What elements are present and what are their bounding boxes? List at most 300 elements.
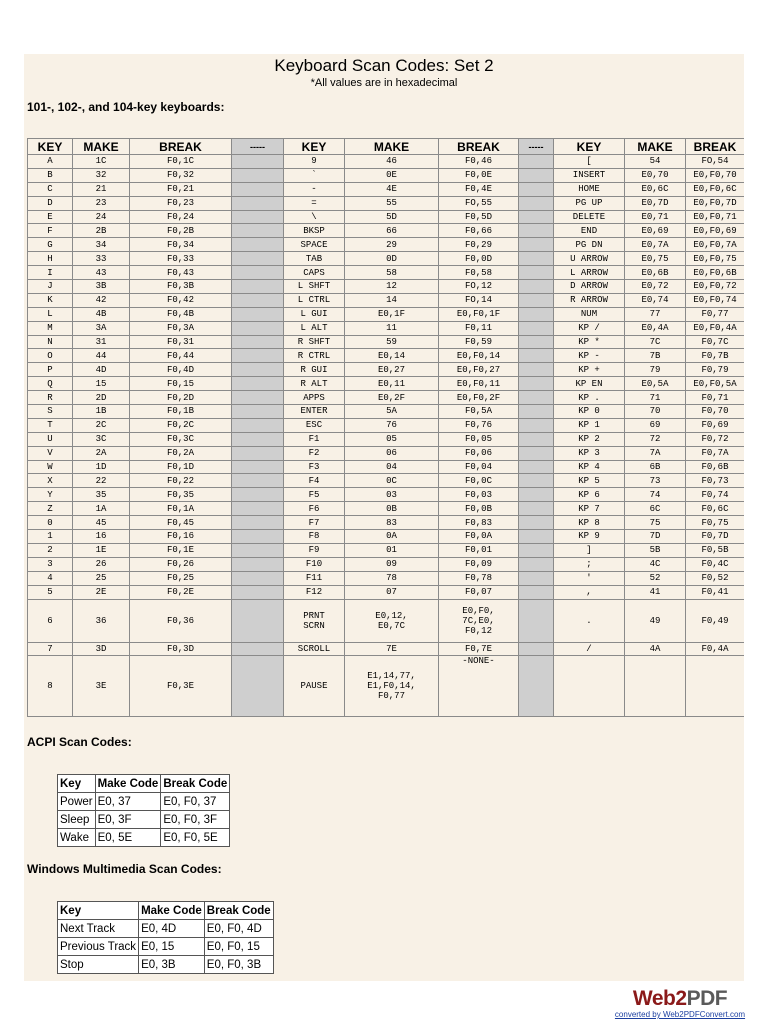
break-cell: F0,34 <box>130 238 232 252</box>
separator-cell <box>519 155 554 169</box>
make-cell: 3C <box>73 432 130 446</box>
separator-cell <box>519 502 554 516</box>
make-cell: 36 <box>73 599 130 642</box>
break-cell: F0,3B <box>130 280 232 294</box>
column-header: MAKE <box>73 139 130 155</box>
key-cell: 9 <box>284 155 345 169</box>
key-cell: M <box>28 321 73 335</box>
break-cell: F0,3D <box>130 642 232 656</box>
key-cell: L <box>28 307 73 321</box>
make-cell: 45 <box>73 516 130 530</box>
separator-cell <box>519 474 554 488</box>
make-cell: 0D <box>345 252 439 266</box>
break-cell: F0,83 <box>439 516 519 530</box>
break-cell: F0,6B <box>686 460 745 474</box>
column-header: MAKE <box>345 139 439 155</box>
make-cell: E0,6C <box>625 182 686 196</box>
table-row <box>28 502 745 516</box>
break-cell: F0,1C <box>130 155 232 169</box>
separator-cell <box>232 363 284 377</box>
make-cell: 41 <box>625 585 686 599</box>
table-row <box>58 829 230 847</box>
key-cell: F10 <box>284 557 345 571</box>
key-cell: E <box>28 210 73 224</box>
separator-cell <box>232 543 284 557</box>
table-row <box>28 446 745 460</box>
column-header: Key <box>58 902 139 920</box>
key-cell: KP 2 <box>554 432 625 446</box>
key-cell: KP 6 <box>554 488 625 502</box>
key-cell: END <box>554 224 625 238</box>
converted-by-link[interactable]: converted by Web2PDFConvert.com <box>614 1010 746 1019</box>
table-row <box>28 516 745 530</box>
table-row <box>28 405 745 419</box>
key-cell: L ALT <box>284 321 345 335</box>
key-cell: 2 <box>28 543 73 557</box>
separator-cell <box>232 642 284 656</box>
break-cell: F0,2E <box>130 585 232 599</box>
key-cell: 6 <box>28 599 73 642</box>
table-row <box>28 599 745 642</box>
separator-cell <box>519 530 554 544</box>
key-cell: F7 <box>284 516 345 530</box>
break-cell: F0,4D <box>130 363 232 377</box>
key-cell: PG UP <box>554 196 625 210</box>
key-cell: L CTRL <box>284 293 345 307</box>
break-cell: F0,46 <box>439 155 519 169</box>
separator-cell <box>519 391 554 405</box>
key-cell: Sleep <box>58 811 96 829</box>
key-cell: U <box>28 432 73 446</box>
break-cell: F0,01 <box>439 543 519 557</box>
key-cell: ' <box>554 571 625 585</box>
make-cell: 76 <box>345 418 439 432</box>
make-cell: 0C <box>345 474 439 488</box>
break-cell: F0,66 <box>439 224 519 238</box>
separator-cell <box>232 474 284 488</box>
key-cell: Q <box>28 377 73 391</box>
separator-cell <box>519 196 554 210</box>
make-cell: 0A <box>345 530 439 544</box>
make-cell: 4B <box>73 307 130 321</box>
key-cell: 1 <box>28 530 73 544</box>
break-cell: F0,1B <box>130 405 232 419</box>
break-cell: F0,59 <box>439 335 519 349</box>
make-cell: E0,7D <box>625 196 686 210</box>
table-row <box>28 432 745 446</box>
table-row <box>28 238 745 252</box>
make-cell: 71 <box>625 391 686 405</box>
make-cell: 1A <box>73 502 130 516</box>
make-cell: E0,72 <box>625 280 686 294</box>
separator-cell <box>232 280 284 294</box>
break-cell: F0,41 <box>686 585 745 599</box>
make-cell: 3A <box>73 321 130 335</box>
key-cell: O <box>28 349 73 363</box>
make-cell: 21 <box>73 182 130 196</box>
break-cell: E0,F0,11 <box>439 377 519 391</box>
break-cell: E0,F0,6C <box>686 182 745 196</box>
break-cell: F0,0C <box>439 474 519 488</box>
table-row <box>28 266 745 280</box>
separator-cell <box>519 571 554 585</box>
break-cell: F0,69 <box>686 418 745 432</box>
separator-cell <box>519 418 554 432</box>
key-cell: KP 3 <box>554 446 625 460</box>
make-cell: 2E <box>73 585 130 599</box>
table-row <box>28 363 745 377</box>
make-cell: E0,71 <box>625 210 686 224</box>
key-cell: KP 9 <box>554 530 625 544</box>
separator-cell <box>232 238 284 252</box>
break-cell: F0,21 <box>130 182 232 196</box>
separator-cell <box>519 252 554 266</box>
separator-cell <box>519 516 554 530</box>
break-code-cell: E0, F0, 3F <box>161 811 230 829</box>
make-cell: 1D <box>73 460 130 474</box>
break-cell: E0,F0,14 <box>439 349 519 363</box>
key-cell: N <box>28 335 73 349</box>
break-cell: F0,5A <box>439 405 519 419</box>
make-cell: 69 <box>625 418 686 432</box>
make-cell: 7B <box>625 349 686 363</box>
break-cell: F0,4B <box>130 307 232 321</box>
break-code-cell: E0, F0, 5E <box>161 829 230 847</box>
make-cell: 1C <box>73 155 130 169</box>
break-cell: F0,5B <box>686 543 745 557</box>
break-cell: E0,F0,75 <box>686 252 745 266</box>
column-header: Break Code <box>161 775 230 793</box>
column-header: KEY <box>28 139 73 155</box>
key-cell: 7 <box>28 642 73 656</box>
break-cell: E0,F0,72 <box>686 280 745 294</box>
key-cell: CAPS <box>284 266 345 280</box>
break-cell: F0,74 <box>686 488 745 502</box>
make-cell: 3E <box>73 656 130 717</box>
page-subtitle: *All values are in hexadecimal <box>310 77 458 89</box>
break-cell: F0,15 <box>130 377 232 391</box>
separator-cell <box>519 335 554 349</box>
make-cell: E0,14 <box>345 349 439 363</box>
make-cell: 32 <box>73 168 130 182</box>
break-code-cell: E0, F0, 37 <box>161 793 230 811</box>
separator-cell <box>232 418 284 432</box>
table-row <box>28 377 745 391</box>
table-header-row <box>58 902 274 920</box>
table-row <box>28 280 745 294</box>
break-cell: F0,78 <box>439 571 519 585</box>
key-cell: P <box>28 363 73 377</box>
make-cell: 05 <box>345 432 439 446</box>
table-row <box>28 168 745 182</box>
column-header: Break Code <box>204 902 273 920</box>
key-cell: BKSP <box>284 224 345 238</box>
break-cell: F0,6C <box>686 502 745 516</box>
make-cell: 3B <box>73 280 130 294</box>
make-code-cell: E0, 3B <box>139 956 205 974</box>
break-cell: F0,7E <box>439 642 519 656</box>
make-cell: E0,7A <box>625 238 686 252</box>
table-row <box>58 793 230 811</box>
break-cell: E0,F0,5A <box>686 377 745 391</box>
make-cell: E0,74 <box>625 293 686 307</box>
column-header: MAKE <box>625 139 686 155</box>
table-row <box>28 224 745 238</box>
break-cell: F0,7A <box>686 446 745 460</box>
table-row <box>58 938 274 956</box>
table-row <box>28 474 745 488</box>
key-cell: F8 <box>284 530 345 544</box>
key-cell: SCROLL <box>284 642 345 656</box>
make-cell: 04 <box>345 460 439 474</box>
section-heading-keyboards: 101-, 102-, and 104-key keyboards: <box>27 100 225 114</box>
separator-cell <box>232 252 284 266</box>
key-cell: KP . <box>554 391 625 405</box>
table-row <box>58 811 230 829</box>
break-cell: F0,11 <box>439 321 519 335</box>
separator-cell <box>232 432 284 446</box>
separator-cell <box>519 224 554 238</box>
key-cell: ` <box>284 168 345 182</box>
make-cell: 74 <box>625 488 686 502</box>
make-cell: 4A <box>625 642 686 656</box>
break-cell: F0,7C <box>686 335 745 349</box>
break-cell: F0,23 <box>130 196 232 210</box>
break-cell: F0,06 <box>439 446 519 460</box>
table-row <box>28 656 745 717</box>
make-code-cell: E0, 15 <box>139 938 205 956</box>
break-cell: FO,54 <box>686 155 745 169</box>
break-cell: FO,14 <box>439 293 519 307</box>
break-cell: F0,3E <box>130 656 232 717</box>
key-cell: U ARROW <box>554 252 625 266</box>
key-cell: F11 <box>284 571 345 585</box>
make-cell: E0,6B <box>625 266 686 280</box>
break-cell: F0,03 <box>439 488 519 502</box>
make-cell: 3D <box>73 642 130 656</box>
make-cell: 70 <box>625 405 686 419</box>
make-cell: 07 <box>345 585 439 599</box>
separator-cell <box>519 656 554 717</box>
separator-cell <box>519 446 554 460</box>
table-row <box>58 956 274 974</box>
make-cell: 09 <box>345 557 439 571</box>
separator-cell <box>232 502 284 516</box>
break-cell: E0,F0,2F <box>439 391 519 405</box>
separator-cell <box>519 585 554 599</box>
column-header: KEY <box>554 139 625 155</box>
separator-cell <box>519 432 554 446</box>
break-cell: E0,F0, 7C,E0, F0,12 <box>439 599 519 642</box>
key-cell: 3 <box>28 557 73 571</box>
make-cell: 0B <box>345 502 439 516</box>
make-cell: E0,70 <box>625 168 686 182</box>
acpi-scan-code-table <box>57 774 230 847</box>
key-cell: 8 <box>28 656 73 717</box>
break-cell: F0,52 <box>686 571 745 585</box>
key-cell: . <box>554 599 625 642</box>
key-cell: KP EN <box>554 377 625 391</box>
key-cell: = <box>284 196 345 210</box>
break-cell: E0,F0,1F <box>439 307 519 321</box>
make-code-cell: E0, 3F <box>95 811 161 829</box>
key-cell: TAB <box>284 252 345 266</box>
web2pdf-logo[interactable] <box>610 988 750 1020</box>
break-cell: F0,76 <box>439 418 519 432</box>
key-cell: V <box>28 446 73 460</box>
break-cell: F0,1A <box>130 502 232 516</box>
key-cell: HOME <box>554 182 625 196</box>
make-cell: 24 <box>73 210 130 224</box>
make-cell: 2C <box>73 418 130 432</box>
make-cell: 2B <box>73 224 130 238</box>
make-cell: E0,5A <box>625 377 686 391</box>
make-cell: 1E <box>73 543 130 557</box>
key-cell: Power <box>58 793 96 811</box>
separator-cell <box>232 210 284 224</box>
column-header: Make Code <box>139 902 205 920</box>
separator-cell <box>232 391 284 405</box>
make-cell: 2D <box>73 391 130 405</box>
make-cell: 0E <box>345 168 439 182</box>
make-cell: 43 <box>73 266 130 280</box>
separator-cell <box>232 446 284 460</box>
separator-cell <box>232 599 284 642</box>
table-row <box>28 307 745 321</box>
key-cell: R ARROW <box>554 293 625 307</box>
separator-header: ----- <box>519 139 554 155</box>
make-cell: 7D <box>625 530 686 544</box>
table-row <box>28 349 745 363</box>
separator-cell <box>519 599 554 642</box>
key-cell: D <box>28 196 73 210</box>
key-cell: X <box>28 474 73 488</box>
table-row <box>28 418 745 432</box>
break-cell: F0,29 <box>439 238 519 252</box>
break-cell: F0,35 <box>130 488 232 502</box>
break-cell: F0,33 <box>130 252 232 266</box>
separator-cell <box>232 488 284 502</box>
separator-cell <box>232 307 284 321</box>
key-cell: KP 0 <box>554 405 625 419</box>
separator-cell <box>519 210 554 224</box>
key-cell: K <box>28 293 73 307</box>
make-cell: 22 <box>73 474 130 488</box>
separator-cell <box>232 377 284 391</box>
multimedia-scan-code-table <box>57 901 274 974</box>
make-cell: 79 <box>625 363 686 377</box>
make-cell: 49 <box>625 599 686 642</box>
break-cell: FO,55 <box>439 196 519 210</box>
separator-cell <box>519 642 554 656</box>
make-cell: 72 <box>625 432 686 446</box>
make-cell: E0,11 <box>345 377 439 391</box>
make-cell: 78 <box>345 571 439 585</box>
break-cell: F0,07 <box>439 585 519 599</box>
make-cell: 52 <box>625 571 686 585</box>
break-cell: F0,3C <box>130 432 232 446</box>
make-cell: 77 <box>625 307 686 321</box>
key-cell: PRNT SCRN <box>284 599 345 642</box>
separator-cell <box>519 293 554 307</box>
make-cell: E0,69 <box>625 224 686 238</box>
column-header: BREAK <box>130 139 232 155</box>
break-cell: F0,16 <box>130 530 232 544</box>
make-cell: 06 <box>345 446 439 460</box>
key-cell: 4 <box>28 571 73 585</box>
key-cell: ESC <box>284 418 345 432</box>
break-cell: F0,25 <box>130 571 232 585</box>
key-cell: SPACE <box>284 238 345 252</box>
key-cell: \ <box>284 210 345 224</box>
separator-cell <box>519 182 554 196</box>
make-cell <box>625 656 686 717</box>
make-cell: E0,4A <box>625 321 686 335</box>
table-row <box>28 210 745 224</box>
separator-cell <box>232 224 284 238</box>
table-header-row <box>58 775 230 793</box>
make-cell: 42 <box>73 293 130 307</box>
break-cell: F0,2D <box>130 391 232 405</box>
separator-cell <box>232 349 284 363</box>
break-cell: F0,0A <box>439 530 519 544</box>
separator-cell <box>519 557 554 571</box>
key-cell: F <box>28 224 73 238</box>
separator-cell <box>519 377 554 391</box>
key-cell: PAUSE <box>284 656 345 717</box>
make-cell: E0,2F <box>345 391 439 405</box>
break-cell: F0,4E <box>439 182 519 196</box>
make-cell: 33 <box>73 252 130 266</box>
break-cell: F0,1E <box>130 543 232 557</box>
key-cell: F1 <box>284 432 345 446</box>
table-row <box>28 557 745 571</box>
make-cell: 16 <box>73 530 130 544</box>
make-cell: 14 <box>345 293 439 307</box>
break-code-cell: E0, F0, 4D <box>204 920 273 938</box>
key-cell: Wake <box>58 829 96 847</box>
table-row <box>28 530 745 544</box>
make-cell: 54 <box>625 155 686 169</box>
break-cell: F0,58 <box>439 266 519 280</box>
key-cell: T <box>28 418 73 432</box>
make-cell: 44 <box>73 349 130 363</box>
key-cell: F4 <box>284 474 345 488</box>
key-cell: KP / <box>554 321 625 335</box>
break-cell: F0,72 <box>686 432 745 446</box>
make-cell: 58 <box>345 266 439 280</box>
key-cell: L GUI <box>284 307 345 321</box>
table-row <box>58 920 274 938</box>
table-row <box>28 293 745 307</box>
key-cell: R ALT <box>284 377 345 391</box>
separator-cell <box>232 196 284 210</box>
key-cell: ] <box>554 543 625 557</box>
key-cell: KP 1 <box>554 418 625 432</box>
make-cell: 59 <box>345 335 439 349</box>
break-code-cell: E0, F0, 15 <box>204 938 273 956</box>
table-row <box>28 321 745 335</box>
separator-cell <box>232 585 284 599</box>
make-cell: 2A <box>73 446 130 460</box>
key-cell: L ARROW <box>554 266 625 280</box>
separator-cell <box>232 321 284 335</box>
make-code-cell: E0, 4D <box>139 920 205 938</box>
key-cell: J <box>28 280 73 294</box>
key-cell: 0 <box>28 516 73 530</box>
key-cell: KP 8 <box>554 516 625 530</box>
separator-cell <box>232 266 284 280</box>
